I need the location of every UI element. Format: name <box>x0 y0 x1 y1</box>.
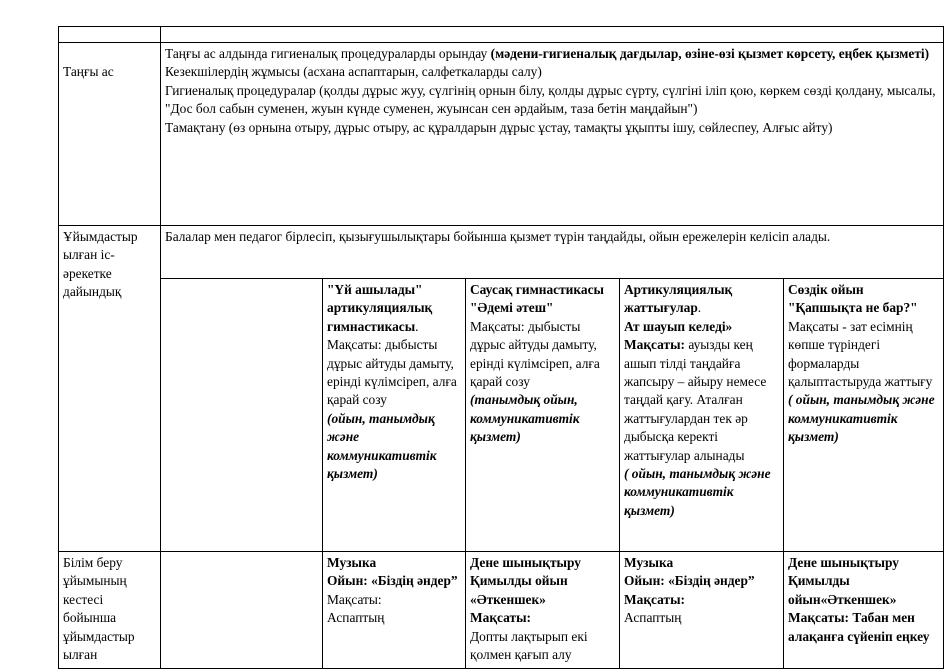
prep-card-4: Сөздік ойын "Қапшықта не бар?" Мақсаты - зат есімнің көпше түріндегі формаларды қалыптастыруда жаттығу ( ойын, танымдық және коммуникативтік қызмет) <box>784 279 944 552</box>
prep-card-3: Артикуляциялық жаттығулар. Ат шауып келеді» Мақсаты: ауызды кең ашып тілді таңдайға жапсыру – айыру немесе таңдай қағу. Аталған жаттығулардан тек әр дыбысқа керекті жаттығулар алынады ( ойын, танымдық және коммуникативтік қызмет) <box>620 279 784 552</box>
prep-card-2: Саусақ гимнастикасы "Әдемі әтеш" Мақсаты: дыбысты дұрыс айтуды дамыту, ерінді күлімсіреп, алға қарай созу (танымдық ойын, коммуникативтік қызмет) <box>466 279 620 552</box>
prep-row <box>59 226 944 279</box>
breakfast-content <box>161 43 944 226</box>
header-cell-empty-wide <box>161 27 944 43</box>
breakfast-row <box>59 43 944 226</box>
breakfast-line-1: Таңғы ас алдында гигиеналық процедураларды орындау (мәдени-гигиеналық дағдылар, өзіне-өзі қызмет көрсету, еңбек қызметі) <box>165 46 930 61</box>
header-cell-empty <box>59 27 161 43</box>
breakfast-label: Таңғы ас <box>59 43 161 226</box>
schedule-label: Білім беру ұйымының кестесі бойынша ұйымдастыр ылған <box>59 552 161 669</box>
breakfast-line-2: Кезекшілердің жұмысы (асхана аспаптарын, салфеткаларды салу) <box>165 64 542 80</box>
schedule-card-2: Дене шынықтыру Қимылды ойын «Әткеншек» Мақсаты: Допты лақтырып екі қолмен қағып алу <box>466 552 620 669</box>
daily-plan-table <box>58 26 944 669</box>
table-header-row <box>59 27 944 43</box>
schedule-card-4: Дене шынықтыру Қимылды ойын«Әткеншек» Мақсаты: Табан мен алақанға сүйеніп еңкеу <box>784 552 944 669</box>
prep-cards-row <box>59 279 944 552</box>
schedule-row <box>59 552 944 669</box>
prep-text: Балалар мен педагог бірлесіп, қызығушылықтары бойынша қызмет түрін таңдайды, ойын ережелерін келісіп алады. <box>161 226 944 279</box>
schedule-empty-cell <box>161 552 323 669</box>
prep-card-1: "Үй ашылады" артикуляциялық гимнастикасы. Мақсаты: дыбысты дұрыс айтуды дамыту, ерінді күлімсіреп, алға қарай созу (ойын, танымдық және коммуникативтік қызмет) <box>323 279 466 552</box>
breakfast-line-3: Гигиеналық процедуралар (қолды дұрыс жуу, сүлгінің орнын білу, қолды дұрыс сүрту, сүлгіні іліп қою, көркем сөзді қолдану, мысалы, "Дос бол сабын суменен, жуын күнде суменен, жуынсан сен әрдайым, таза бетін маңдайын") <box>165 82 936 117</box>
schedule-card-3: Музыка Ойын: «Біздің әндер” Мақсаты: Аспаптың <box>620 552 784 669</box>
breakfast-line-4: Тамақтану (өз орнына отыру, дұрыс отыру, ас құралдарын дұрыс ұстау, тамақты ұқыпты ішу, сөйлеспеу, Алғыс айту) <box>165 119 833 135</box>
prep-empty-cell <box>161 279 323 552</box>
schedule-card-1: Музыка Ойын: «Біздің әндер” Мақсаты: Аспаптың <box>323 552 466 669</box>
prep-label: Ұйымдастыр ылған іс-әрекетке дайындық <box>59 226 161 552</box>
plan-table-wrapper <box>58 26 943 669</box>
